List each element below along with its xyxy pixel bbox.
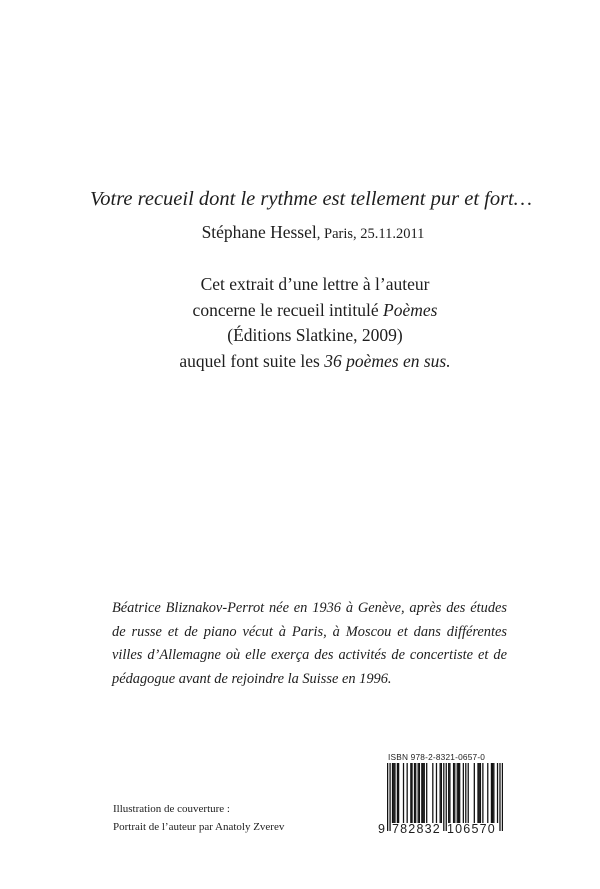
barcode-bar [492,763,493,823]
barcode-bar [497,763,498,823]
barcode-bar [482,763,483,823]
barcode-left-digits: 782832 [392,822,441,836]
quote-text: Votre recueil dont le rythme est tellement pur et fort… [90,188,532,210]
barcode-bar [479,763,480,823]
barcode-bar [403,763,404,823]
barcode-bar [441,763,442,823]
quote-attribution [0,220,600,246]
barcode-bar [422,763,423,823]
barcode-bar [465,763,466,823]
quote-place-date: , Paris, 25.11.2011 [316,226,425,242]
credits-line: Portrait de l’auteur par Anatoly Zverev [113,821,285,833]
bio-line: villes d’Allemagne où elle exerça des activités de concertiste et de [112,647,507,663]
barcode-bar [443,763,444,831]
barcode [387,763,503,831]
barcode-bar [468,763,469,823]
barcode-right-digits: 106570 [447,822,496,836]
barcode-bar [393,763,394,823]
barcode-bar [480,763,481,823]
barcode-bar [394,763,395,823]
bio-line: Béatrice Bliznakov-Perrot née en 1936 à Genève, après des études [112,600,507,616]
barcode-bar [502,763,503,831]
barcode-bar [411,763,412,823]
barcode-bar [387,763,388,831]
excerpt-line: (Éditions Slatkine, 2009) [227,325,403,346]
barcode-bar [419,763,420,823]
barcode-bar [458,763,459,823]
bio-line: pédagogue avant de rejoindre la Suisse en 1996. [112,670,392,687]
barcode-bar [398,763,399,823]
bio-line: de russe et de piano vécut à Paris, à Moscou et dans différentes [112,623,507,640]
isbn-barcode-block [378,752,503,836]
barcode-bar [457,763,458,823]
barcode-bar [440,763,441,823]
credits-line: Illustration de couverture : [113,803,230,815]
barcode-bar [414,763,415,823]
illustration-credits [113,800,284,836]
book-title: 36 poèmes en sus. [324,350,451,371]
barcode-bar [415,763,416,823]
barcode-bar [432,763,433,823]
excerpt-line: Cet extrait d’une lettre à l’auteur [200,274,430,294]
barcode-bar [487,763,488,823]
barcode-bar [397,763,398,823]
barcode-bar [459,763,460,823]
excerpt-line [30,298,600,324]
barcode-bar [426,763,427,823]
excerpt-line [30,349,600,375]
barcode-bar [499,763,500,831]
barcode-bar [463,763,464,823]
barcode-bar [448,763,449,823]
excerpt-section [0,272,600,374]
barcode-bar [392,763,393,823]
barcode-lead-digit: 9 [378,822,385,836]
barcode-bar [449,763,450,823]
book-title: Poèmes [383,299,438,320]
author-bio [112,597,507,691]
barcode-bar [446,763,447,831]
barcode-bar [436,763,437,823]
excerpt-text: auquel font suite les [179,350,325,371]
quote-author: Stéphane Hessel [201,222,317,242]
barcode-bar [493,763,494,823]
barcode-bar [418,763,419,823]
isbn-label: ISBN 978-2-8321-0657-0 [388,752,486,762]
quote-section [0,186,600,246]
barcode-bar [389,763,390,831]
barcode-bar [477,763,478,823]
barcode-bar [421,763,422,823]
excerpt-text: concerne le recueil intitulé [192,299,384,320]
barcode-bar [407,763,408,823]
barcode-bar [474,763,475,823]
barcode-bar [454,763,455,823]
barcode-bar [453,763,454,823]
barcode-bar [410,763,411,823]
barcode-bar [424,763,425,823]
barcode-bar [491,763,492,823]
